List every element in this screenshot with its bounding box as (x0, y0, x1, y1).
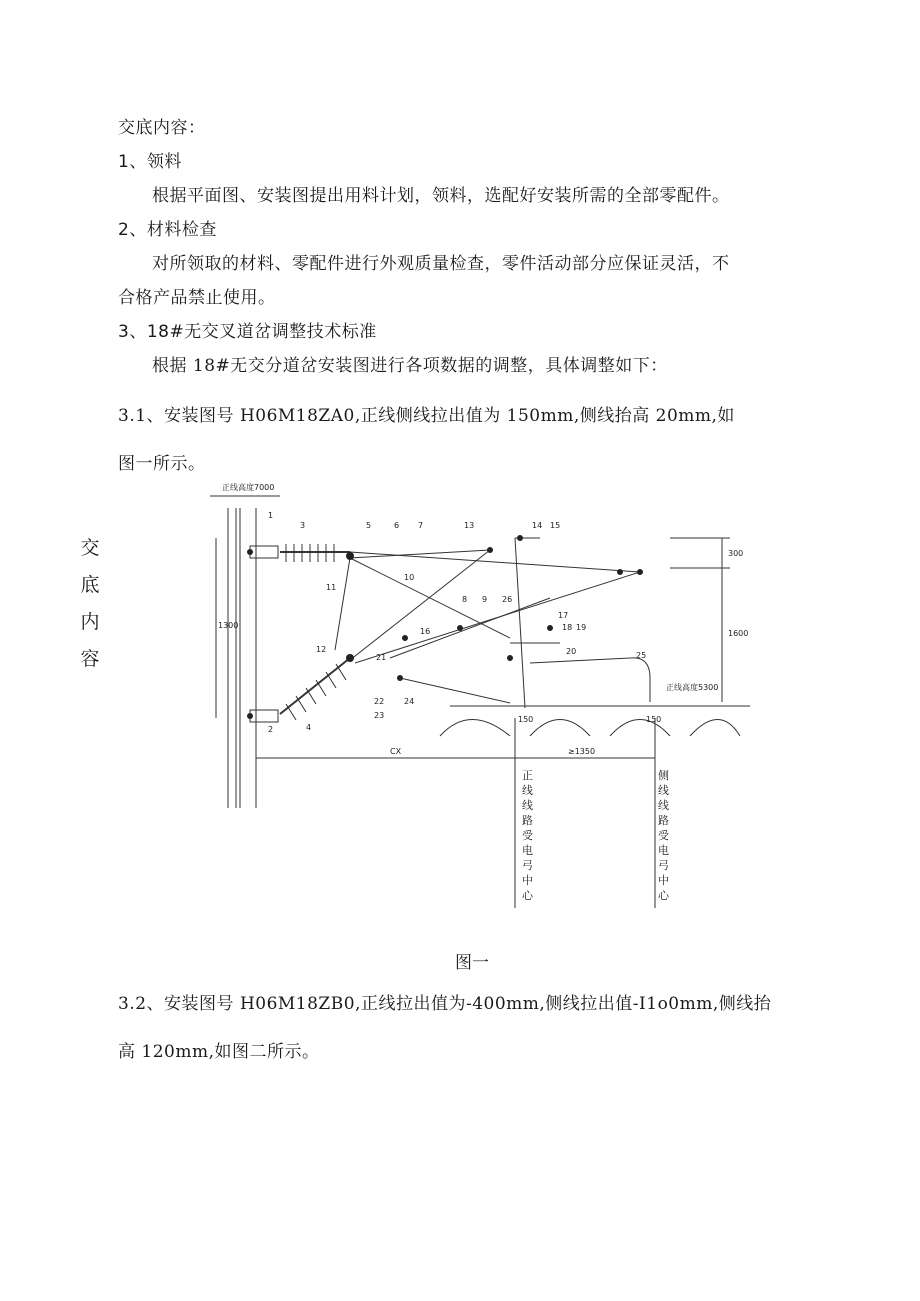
part-4: 4 (306, 723, 312, 732)
main-line-center-label: 正线线路受电弓中心 (522, 769, 533, 902)
installation-drawing (210, 478, 750, 914)
part-13: 13 (464, 521, 475, 530)
intro-heading: 交底内容： (118, 118, 206, 138)
dim-ge1350: ≥1350 (568, 747, 596, 756)
side-line-center-label: 侧线线路受电弓中心 (658, 769, 669, 902)
dim-150-main: 150 (518, 715, 534, 724)
part-24: 24 (404, 697, 415, 706)
item-3-1-line-2: 图一所示。 (118, 454, 206, 474)
part-16: 16 (420, 627, 431, 636)
item-3-1-line-1: 3.1、安装图号 H06M18ZA0,正线侧线拉出值为 150mm,侧线抬高 20mm,如 (118, 406, 735, 426)
section-2-heading: 2、材料检查 (118, 220, 217, 240)
side-label: 交底内容 (80, 537, 100, 670)
section-3-body: 根据 18#无交分道岔安装图进行各项数据的调整，具体调整如下： (152, 356, 668, 376)
dim-1600: 1600 (728, 629, 749, 638)
part-5: 5 (366, 521, 372, 530)
section-3-heading: 3、18#无交叉道岔调整技术标准 (118, 322, 377, 342)
dim-cx: CX (390, 747, 402, 756)
part-6: 6 (394, 521, 400, 530)
item-3-2-line-2: 高 120mm,如图二所示。 (118, 1042, 320, 1062)
part-22: 22 (374, 697, 385, 706)
figure-caption: 图一 (455, 953, 489, 973)
top-height-label: 正线高度7000 (222, 483, 275, 492)
part-9: 9 (482, 595, 488, 604)
item-3-2-line-1: 3.2、安装图号 H06M18ZB0,正线拉出值为-400mm,侧线拉出值-I1o0mm,侧线抬 (118, 994, 772, 1014)
part-8: 8 (462, 595, 468, 604)
part-12: 12 (316, 645, 327, 654)
dim-300: 300 (728, 549, 744, 558)
part-23: 23 (374, 711, 385, 720)
rail-height-label: 正线高度5300 (666, 683, 719, 692)
dim-1300: 1300 (218, 621, 239, 630)
part-26: 26 (502, 595, 513, 604)
part-17: 17 (558, 611, 569, 620)
part-1: 1 (268, 511, 274, 520)
part-10: 10 (404, 573, 415, 582)
part-25: 25 (636, 651, 647, 660)
part-20: 20 (566, 647, 577, 656)
part-18: 18 (562, 623, 573, 632)
section-2-body-line-2: 合格产品禁止使用。 (118, 288, 276, 308)
dim-150-side: 150 (646, 715, 662, 724)
part-14: 14 (532, 521, 543, 530)
section-1-heading: 1、领料 (118, 152, 182, 172)
section-2-body-line-1: 对所领取的材料、零配件进行外观质量检查，零件活动部分应保证灵活，不 (152, 254, 730, 274)
part-21: 21 (376, 653, 387, 662)
part-3: 3 (300, 521, 306, 530)
part-19: 19 (576, 623, 587, 632)
part-11: 11 (326, 583, 337, 592)
part-7: 7 (418, 521, 424, 530)
part-15: 15 (550, 521, 561, 530)
section-1-body: 根据平面图、安装图提出用料计划，领料，选配好安装所需的全部零配件。 (152, 186, 730, 206)
part-2: 2 (268, 725, 274, 734)
